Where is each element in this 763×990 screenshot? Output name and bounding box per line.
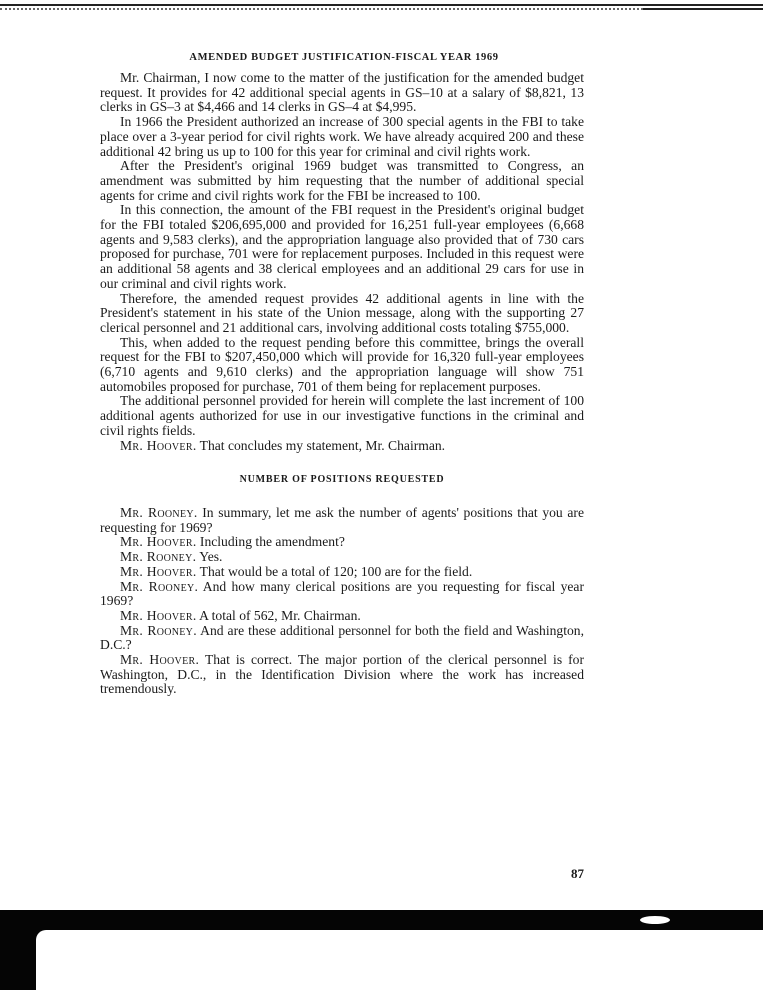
- speaker-name: Mr. Rooney.: [120, 622, 197, 638]
- speaker-name: Mr. Rooney.: [120, 504, 198, 520]
- dialogue-line: [100, 653, 584, 697]
- dialogue-text: Yes.: [199, 549, 223, 565]
- speaker-name: Mr. Hoover.: [120, 607, 197, 623]
- speaker-name: Mr. Rooney.: [120, 578, 199, 594]
- paragraph: Therefore, the amended request provides 42 additional agents in line with the President's statement in his state of the Union message, along with the supporting 27 clerical personnel and 21 additional cars, involving additional costs totaling $755,000.: [100, 290, 584, 335]
- paragraph: In this connection, the amount of the FBI request in the President's original budget for the FBI totaled $206,695,000 and provided for 16,251 full-year employees (6,668 agents and 9,583 clerks), and the appropriation language also provided that of 730 cars proposed for purchase, 701 were for replacement purposes. Included in this request were an additional 58 agents and 38 clerical employees and an additional 29 cars for use in our criminal and civil rights work.: [100, 202, 584, 291]
- page-body: [100, 71, 584, 697]
- speaker-name: Mr. Hoover.: [120, 652, 200, 668]
- paragraph: The additional personnel provided for herein will complete the last increment of 100 additional agents authorized for use in our investigative functions in the criminal and civil rights fields.: [100, 393, 584, 438]
- dialogue-line: [100, 624, 584, 653]
- scan-edge-paper: [36, 930, 763, 990]
- dialogue-text: And how many clerical positions are you requesting for fiscal year 1969?: [100, 578, 584, 609]
- dialogue-text: That is correct. The major portion of the clerical personnel is for Washington, D.C., in the Identification Division where the work has increased tremendously.: [100, 652, 584, 697]
- dialogue-text: In summary, let me ask the number of agents' positions that you are requesting for 1969?: [100, 504, 584, 535]
- speaker-name: Mr. Rooney.: [120, 549, 197, 565]
- speaker-name: Mr. Hoover.: [120, 437, 197, 453]
- speaker-name: Mr. Hoover.: [120, 534, 197, 550]
- paragraph: This, when added to the request pending before this committee, brings the overall request for the FBI to $207,450,000 which will provide for 16,320 full-year employees (6,710 agents and 9,610 clerks) and the appropriation language will show 751 automobiles proposed for purchase, 701 of them being for replacement purposes.: [100, 334, 584, 394]
- paragraph: After the President's original 1969 budget was transmitted to Congress, an amendment was submitted by him requesting that the number of additional special agents for crime and civil rights work for the FBI be increased to 100.: [100, 158, 584, 203]
- statement-text: That concludes my statement, Mr. Chairman.: [199, 437, 446, 453]
- paragraph: Mr. Chairman, I now come to the matter of the justification for the amended budget request. It provides for 42 additional special agents in GS–10 at a salary of $8,821, 13 clerks in GS–3 at $4,466 and 14 clerks in GS–4 at $4,995.: [100, 70, 584, 115]
- closing-statement: [100, 439, 584, 454]
- dialogue-line: [100, 580, 584, 609]
- top-border-rule-right: [643, 8, 763, 10]
- scan-edge-highlight: [640, 916, 670, 924]
- page-number: 87: [571, 866, 584, 881]
- dialogue-text: That would be a total of 120; 100 are for the field.: [199, 563, 473, 579]
- paragraph: In 1966 the President authorized an increase of 300 special agents in the FBI to take place over a 3-year period for civil rights work. We have already acquired 200 and these additional 42 bring us up to 100 for this year for criminal and civil rights work.: [100, 114, 584, 159]
- speaker-name: Mr. Hoover.: [120, 563, 197, 579]
- running-head: AMENDED BUDGET JUSTIFICATION-FISCAL YEAR 1969: [189, 52, 499, 63]
- dialogue-line: [100, 609, 584, 624]
- dialogue-text: A total of 562, Mr. Chairman.: [199, 607, 361, 623]
- dialogue-line: [100, 535, 584, 550]
- dialogue-line: [100, 550, 584, 565]
- dialogue-line: [100, 565, 584, 580]
- dialogue-text: Including the amendment?: [199, 534, 345, 550]
- dialogue-text: And are these additional personnel for both the field and Washington, D.C.?: [100, 622, 584, 653]
- section-heading: NUMBER OF POSITIONS REQUESTED: [239, 474, 445, 486]
- dialogue-line: [100, 506, 584, 535]
